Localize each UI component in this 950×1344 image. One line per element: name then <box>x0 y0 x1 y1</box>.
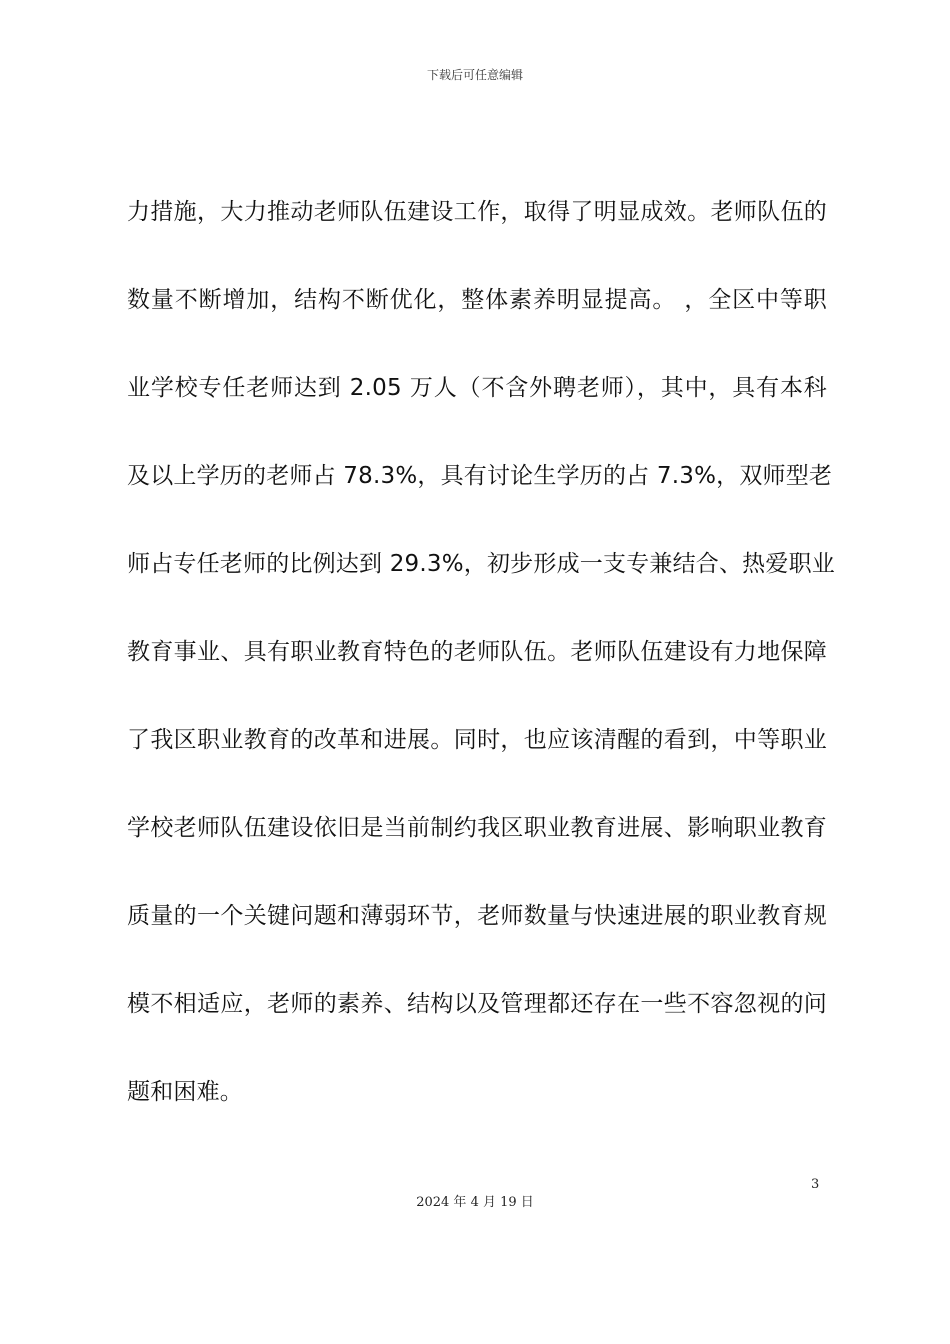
text-line-2: 数量不断增加，结构不断优化，整体素养明显提高。 ，全区中等职 <box>127 287 827 313</box>
text-line-10: 模不相适应，老师的素养、结构以及管理都还存在一些不容忽视的问 <box>127 991 827 1017</box>
text-line-11: 题和困难。 <box>127 1079 243 1105</box>
text-line-9: 质量的一个关键问题和薄弱环节，老师数量与快速进展的职业教育规 <box>127 903 827 929</box>
text-line-5: 师占专任老师的比例达到 29.3%，初步形成一支专兼结合、热爱职业 <box>127 551 835 577</box>
text-line-1: 力措施，大力推动老师队伍建设工作，取得了明显成效。老师队伍的 <box>127 199 827 225</box>
text-line-3: 业学校专任老师达到 2.05 万人（不含外聘老师），其中，具有本科 <box>127 375 827 401</box>
footer-date: 2024 年 4 月 19 日 <box>416 1195 534 1210</box>
text-line-4: 及以上学历的老师占 78.3%，具有讨论生学历的占 7.3%，双师型老 <box>127 463 833 489</box>
text-line-8: 学校老师队伍建设依旧是当前制约我区职业教育进展、影响职业教育 <box>127 815 827 841</box>
page-header: 下载后可任意编辑 <box>426 68 523 82</box>
text-line-6: 教育事业、具有职业教育特色的老师队伍。老师队伍建设有力地保障 <box>127 639 827 665</box>
page-number: 3 <box>811 1177 820 1192</box>
text-line-7: 了我区职业教育的改革和进展。同时，也应该清醒的看到，中等职业 <box>127 727 827 753</box>
body-paragraph <box>127 186 835 1154</box>
